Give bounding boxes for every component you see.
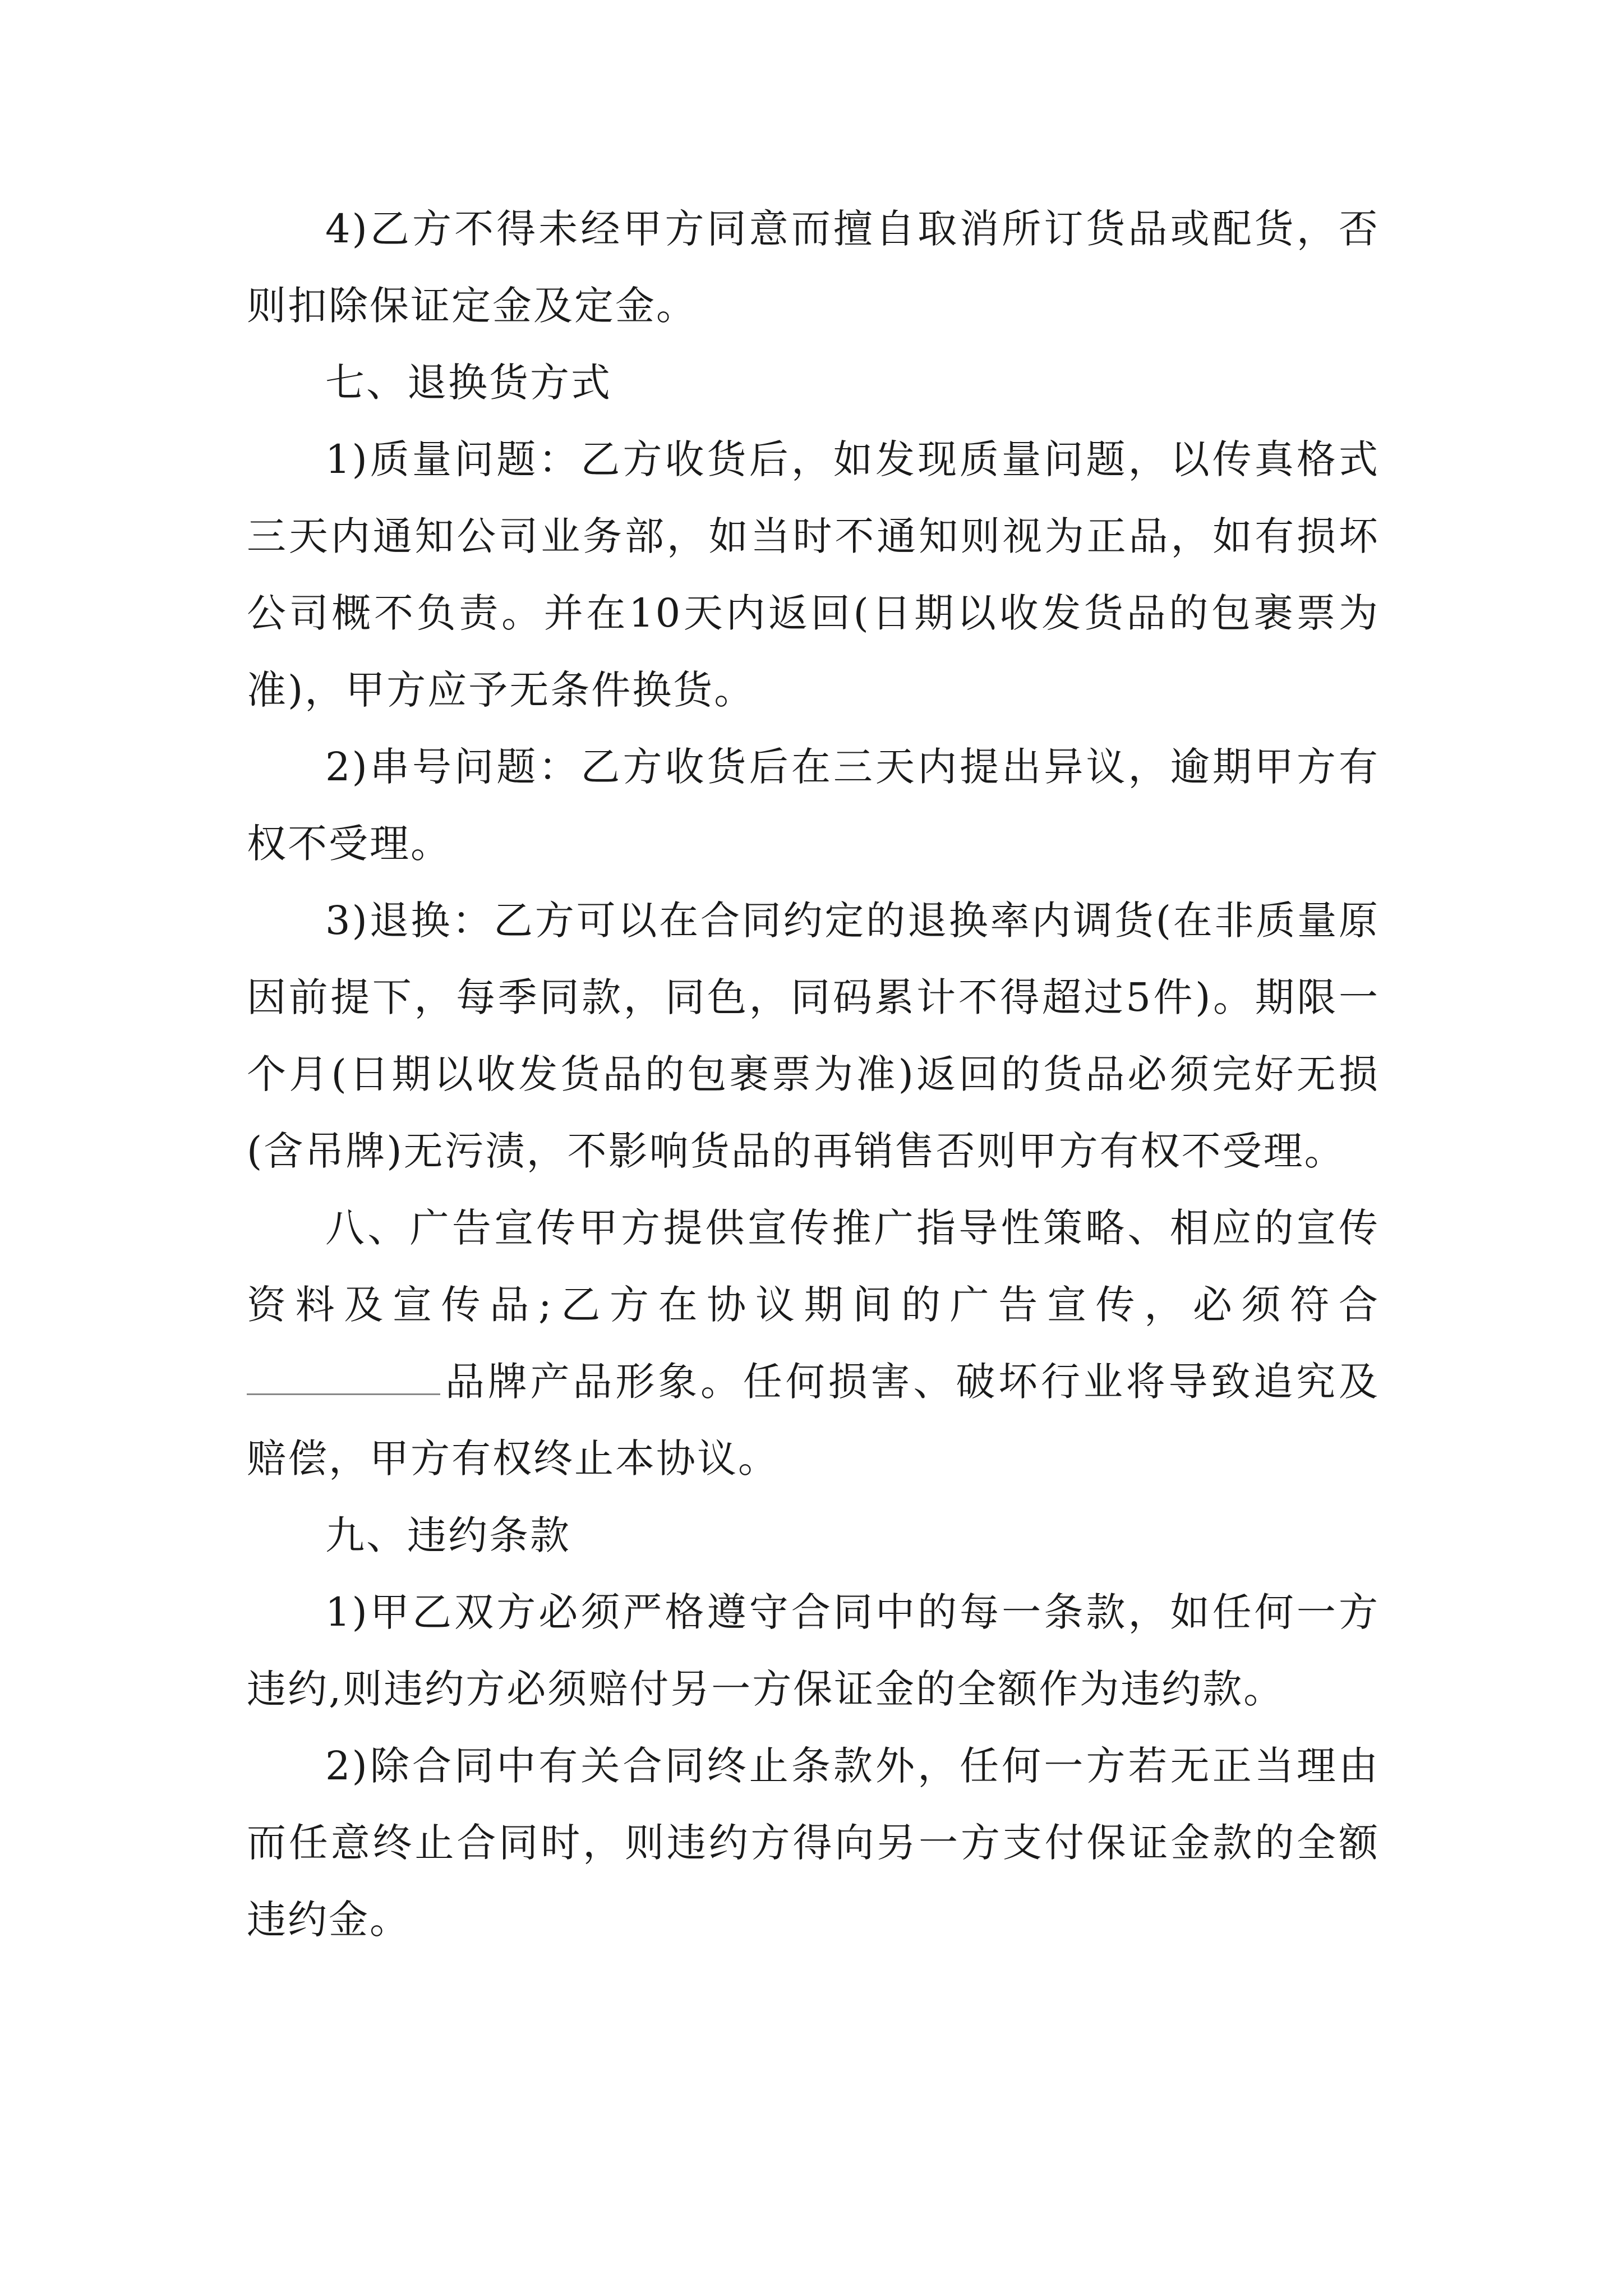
section-heading-returns: 七、退换货方式: [325, 360, 612, 406]
advertising-text-after: 品牌产品形象。任何损害、破坏行业将导致追究及赔偿，甲方有权终止本协议。: [247, 1359, 1380, 1481]
clause-quality-issue: 1)质量问题：乙方收货后，如发现质量问题，以传真格式三天内通知公司业务部，如当时不通知则视为正品，如有损坏公司概不负责。并在10天内返回(日期以收发货品的包裹票为准)，甲方应予无条件换货。: [247, 436, 1380, 713]
document-page: [247, 191, 1380, 1958]
clause-advertising: [247, 1190, 1380, 1497]
clause-cancel-order: 4)乙方不得未经甲方同意而擅自取消所订货品或配货，否则扣除保证定金及定金。: [247, 206, 1380, 329]
clause-serial-issue: 2)串号问题：乙方收货后在三天内提出异议，逾期甲方有权不受理。: [247, 744, 1380, 867]
advertising-text-before: 八、广告宣传甲方提供宣传推广指导性策略、相应的宣传资料及宣传品;乙方在协议期间的广告宣传，必须符合: [247, 1205, 1380, 1328]
clause-exchange: 3)退换：乙方可以在合同约定的退换率内调货(在非质量原因前提下，每季同款，同色，同码累计不得超过5件)。期限一个月(日期以收发货品的包裹票为准)返回的货品必须完好无损(含吊牌)无污渍，不影响货品的再销售否则甲方有权不受理。: [247, 898, 1380, 1174]
brand-name-blank: [247, 1354, 440, 1395]
clause-termination-penalty: 2)除合同中有关合同终止条款外，任何一方若无正当理由而任意终止合同时，则违约方得向另一方支付保证金款的全额违约金。: [247, 1743, 1380, 1943]
clause-breach-penalty: 1)甲乙双方必须严格遵守合同中的每一条款，如任何一方违约,则违约方必须赔付另一方保证金的全额作为违约款。: [247, 1589, 1380, 1712]
section-heading-breach: 九、违约条款: [325, 1512, 571, 1558]
